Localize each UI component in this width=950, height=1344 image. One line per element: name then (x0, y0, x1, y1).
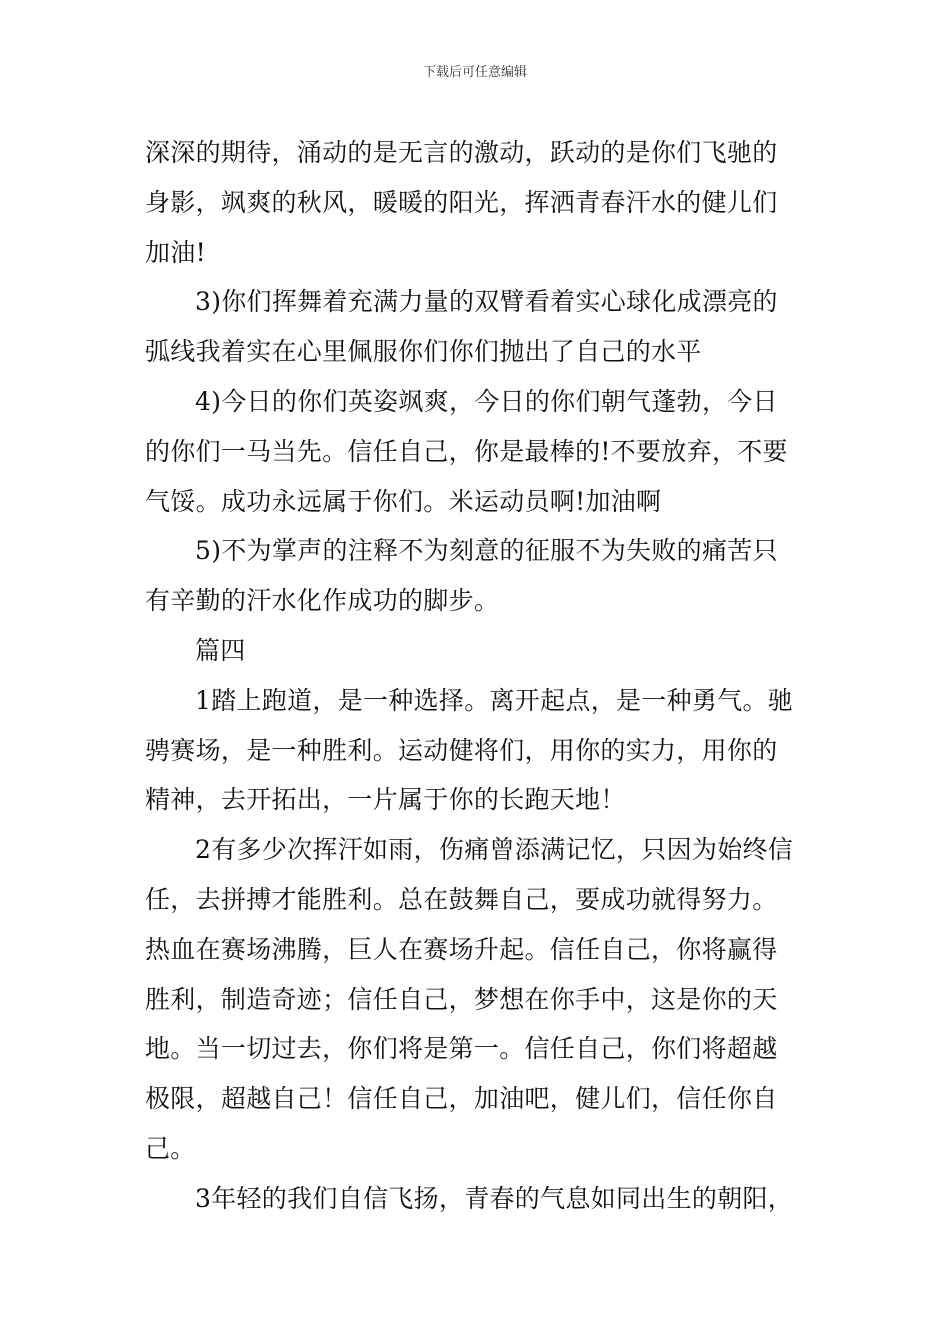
paragraph (145, 526, 810, 626)
text-line: 身影，飒爽的秋风，暖暖的阳光，挥洒青春汗水的健儿们 (145, 187, 778, 217)
text-line: 加油! (145, 237, 206, 267)
paragraph (145, 676, 810, 825)
paragraph (145, 277, 810, 377)
text-line: 1踏上跑道，是一种选择。离开起点，是一种勇气。驰 (195, 685, 794, 715)
text-line: 5)不为掌声的注释不为刻意的征服不为失败的痛苦只 (195, 536, 778, 566)
text-line: 弧线我着实在心里佩服你们你们抛出了自己的水平 (145, 337, 702, 367)
text-line: 任，去拼搏才能胜利。总在鼓舞自己，要成功就得努力。 (145, 884, 778, 914)
text-line: 精神，去开拓出，一片属于你的长跑天地！ (145, 785, 626, 815)
text-line: 3)你们挥舞着充满力量的双臂看着实心球化成漂亮的 (195, 287, 778, 317)
text-line: 有辛勤的汗水化作成功的脚步。 (145, 586, 500, 616)
page-header: 下载后可任意编辑 (422, 65, 527, 80)
paragraph (145, 377, 810, 526)
text-line: 热血在赛场沸腾，巨人在赛场升起。信任自己，你将赢得 (145, 934, 778, 964)
text-line: 深深的期待，涌动的是无言的激动，跃动的是你们飞驰的 (145, 138, 778, 167)
text-line: 4)今日的你们英姿飒爽，今日的你们朝气蓬勃，今日 (195, 386, 778, 416)
text-line: 己。 (145, 1133, 196, 1163)
text-line: 骋赛场，是一种胜利。运动健将们，用你的实力，用你的 (145, 735, 778, 765)
paragraph (145, 626, 810, 676)
text-line: 2有多少次挥汗如雨，伤痛曾添满记忆，只因为始终信 (195, 835, 794, 865)
document-body (145, 128, 810, 1224)
text-line: 的你们一马当先。信任自己，你是最棒的!不要放弃，不要 (145, 436, 788, 466)
paragraph (145, 825, 810, 1174)
text-line: 地。当一切过去，你们将是第一。信任自己，你们将超越 (145, 1034, 778, 1064)
text-line: 篇四 (195, 635, 246, 665)
text-line: 3年轻的我们自信飞扬，青春的气息如同出生的朝阳， (195, 1183, 794, 1213)
text-line: 胜利，制造奇迹；信任自己，梦想在你手中，这是你的天 (145, 984, 778, 1014)
paragraph (145, 128, 810, 277)
paragraph (145, 1174, 810, 1224)
text-line: 气馁。成功永远属于你们。米运动员啊!加油啊 (145, 486, 662, 516)
text-line: 极限，超越自己！信任自己，加油吧，健儿们，信任你自 (145, 1084, 778, 1114)
